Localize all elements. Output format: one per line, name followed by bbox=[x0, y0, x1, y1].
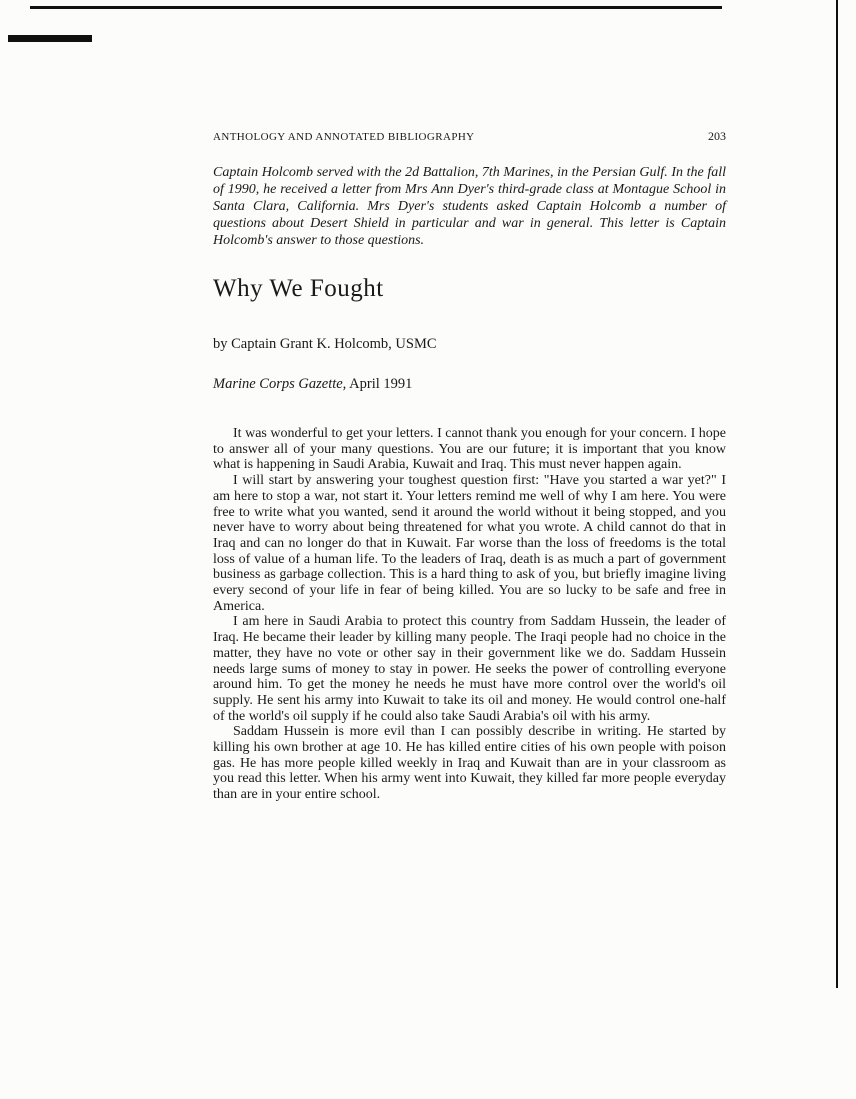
article-title: Why We Fought bbox=[213, 275, 384, 302]
source-date: April 1991 bbox=[346, 376, 413, 392]
scan-artifact-left-bar bbox=[8, 35, 92, 42]
source-publication: Marine Corps Gazette, bbox=[213, 376, 347, 392]
running-header bbox=[213, 130, 726, 144]
scan-artifact-top-line bbox=[30, 6, 722, 9]
byline: by Captain Grant K. Holcomb, USMC bbox=[213, 336, 437, 352]
editorial-note: Captain Holcomb served with the 2d Battalion, 7th Marines, in the Persian Gulf. In the fall of 1990, he received a letter from Mrs Ann Dyer's third-grade class at Montague School in Santa Clara, California. Mrs Dyer's students asked Captain Holcomb a number of questions about Desert Shield in particular and war in general. This letter is Captain Holcomb's answer to those questions. bbox=[213, 165, 726, 248]
paragraph-1: It was wonderful to get your letters. I cannot thank you enough for your concern. I hope to answer all of your many questions. You are our future; it is important that you know what is happening in Saudi Arabia, Kuwait and Iraq. This must never happen again. bbox=[213, 426, 726, 473]
paragraph-4: Saddam Hussein is more evil than I can possibly describe in writing. He started by killing his own brother at age 10. He has killed entire cities of his own people with poison gas. He has more people killed weekly in Iraq and Kuwait than are in your classroom as you read this letter. When his army went into Kuwait, they killed far more people everyday than are in your entire school. bbox=[213, 724, 726, 803]
paragraph-3: I am here in Saudi Arabia to protect this country from Saddam Hussein, the leader of Iraq. He became their leader by killing many people. The Iraqi people had no choice in the matter, they have no vote or other say in their government like we do. Saddam Hussein needs large sums of money to stay in power. He seeks the power of controlling everyone around him. To get the money he needs he must have more control over the world's oil supply. He sent his army into Kuwait to take its oil and money. He would control one-half of the world's oil supply if he could also take Saudi Arabia's oil with his army. bbox=[213, 614, 726, 724]
scan-artifact-right-line bbox=[836, 0, 838, 988]
paragraph-2: I will start by answering your toughest question first: "Have you started a war yet?" I am here to stop a war, not start it. Your letters remind me well of why I am here. You were free to write what you wanted, send it around the world without it being stopped, and you never have to worry about being threatened for what you wrote. A child cannot do that in Iraq and can no longer do that in Kuwait. Far worse than the loss of freedoms is the total loss of value of a human life. To the leaders of Iraq, death is as much a part of government business as garbage collection. This is a hard thing to ask of you, but briefly imagine living every second of your life in fear of being killed. You are so lucky to be safe and free in America. bbox=[213, 473, 726, 614]
running-header-title: ANTHOLOGY AND ANNOTATED BIBLIOGRAPHY bbox=[213, 131, 475, 143]
page-number: 203 bbox=[708, 129, 726, 143]
page-content bbox=[213, 130, 726, 803]
source-line bbox=[213, 376, 726, 393]
article-body bbox=[213, 426, 726, 803]
